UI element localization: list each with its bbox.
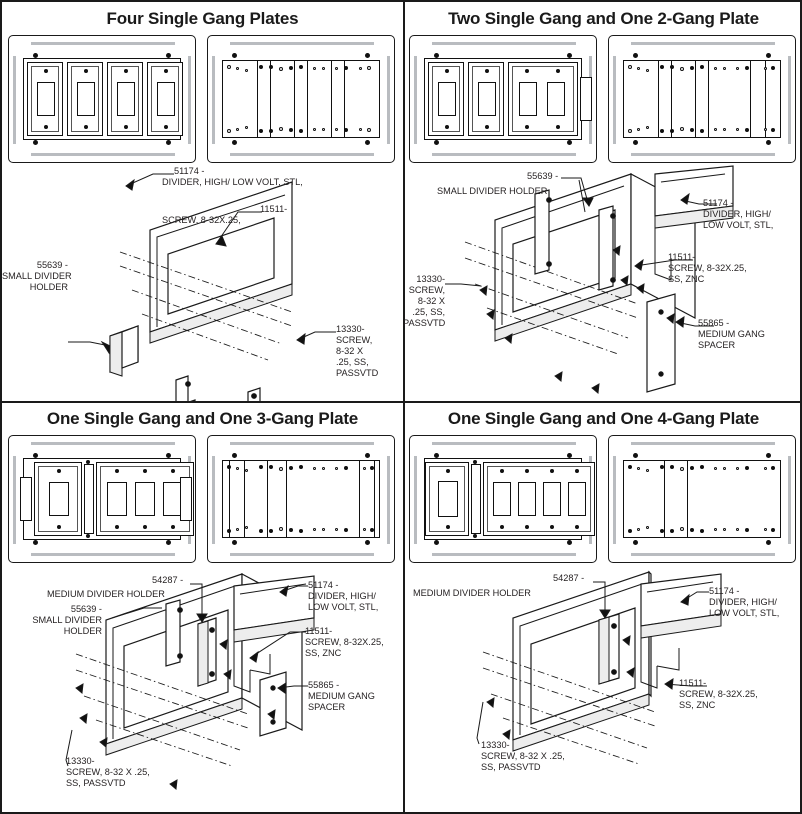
quadrant-four-single-gang xyxy=(2,2,403,401)
gang-block xyxy=(27,62,63,136)
divider-slot xyxy=(359,461,375,537)
callout-51174-l2: LOW VOLT, STL, xyxy=(703,220,774,230)
assembly-linework xyxy=(403,162,802,401)
callout-11511-number: 11511- xyxy=(260,204,288,214)
gang-block xyxy=(34,462,82,536)
rocker-opening xyxy=(438,481,458,517)
plate-views xyxy=(409,35,798,163)
callout-13330-l3: .25, SS, xyxy=(412,307,445,317)
medium-gang-spacer-55865 xyxy=(647,294,675,392)
callout-54287-number: 54287 - xyxy=(553,573,585,583)
callout-55639-desc: SMALL DIVIDER HOLDER xyxy=(437,186,548,196)
divider-slot xyxy=(294,61,308,137)
plate-right-bar xyxy=(188,56,191,144)
plate-top-bar xyxy=(31,42,175,45)
callout-55865-l1: MEDIUM GANG xyxy=(698,329,765,339)
callout-51174-desc: DIVIDER, HIGH/ LOW VOLT, STL, xyxy=(162,177,303,187)
rocker-opening xyxy=(37,82,55,116)
callout-51174-l1: DIVIDER, HIGH/ xyxy=(709,597,777,607)
callout-11511-number: 11511- xyxy=(679,678,707,688)
callout-11511-number: 11511- xyxy=(305,626,333,636)
rear-plate-view xyxy=(207,435,395,563)
rocker-opening xyxy=(107,482,127,516)
rocker-opening xyxy=(438,82,456,116)
gang-block xyxy=(468,62,504,136)
rocker-opening xyxy=(519,82,537,116)
gang-spacer-edge xyxy=(180,477,192,521)
callout-55865-number: 55865 - xyxy=(698,318,730,328)
corner-screw-dot xyxy=(33,140,38,145)
callout-51174-number: 51174 - xyxy=(703,198,734,208)
callout-54287-number: 54287 - xyxy=(152,575,184,585)
callout-11511-l2: SS, ZNC xyxy=(679,700,716,710)
divider-slot xyxy=(229,461,245,537)
divider-edge xyxy=(84,464,94,534)
rocker-opening xyxy=(543,482,561,516)
plate-bottom-bar xyxy=(230,153,374,156)
divider-slot xyxy=(257,61,271,137)
callout-11511-l2: SS, ZNC xyxy=(668,274,705,284)
quadrant-two-single-one-2gang xyxy=(403,2,802,401)
rocker-opening xyxy=(77,82,95,116)
callout-13330-l2: 8-32 X xyxy=(336,346,364,356)
divider-slot xyxy=(664,461,688,537)
callout-54287-desc: MEDIUM DIVIDER HOLDER xyxy=(47,589,165,599)
callout-13330-number: 13330- xyxy=(66,756,95,766)
plate-inner-frame xyxy=(424,458,582,540)
callout-55865-l2: SPACER xyxy=(698,340,736,350)
front-plate-view xyxy=(8,35,196,163)
gang-block xyxy=(107,62,143,136)
plate-bottom-bar xyxy=(31,153,175,156)
plate-views xyxy=(8,435,397,563)
callout-55865-l2: SPACER xyxy=(308,702,346,712)
corner-screw-dot xyxy=(166,140,171,145)
callout-51174-l1: DIVIDER, HIGH/ xyxy=(703,209,771,219)
callout-51174-number: 51174 - xyxy=(308,580,339,590)
quadrant-title: One Single Gang and One 4-Gang Plate xyxy=(447,409,760,428)
callout-13330-l4: PASSVTD xyxy=(403,318,446,328)
quadrant-title: Four Single Gang Plates xyxy=(106,9,299,28)
callout-13330-l3: .25, SS, xyxy=(336,357,369,367)
callout-13330-l4: PASSVTD xyxy=(336,368,379,378)
gang-spacer-edge xyxy=(20,477,32,521)
callout-13330-l2: 8-32 X xyxy=(417,296,445,306)
medium-gang-spacer-55865 xyxy=(260,672,286,736)
callout-55639-number: 55639 - xyxy=(36,260,68,270)
callout-13330-l1: SCREW, xyxy=(408,285,445,295)
rocker-opening xyxy=(157,82,175,116)
divider-holder-icon xyxy=(176,376,260,401)
front-plate-view xyxy=(8,435,196,563)
front-plate-view xyxy=(409,435,597,563)
plate-views xyxy=(8,35,397,163)
callout-55639-l2: HOLDER xyxy=(63,626,102,636)
rocker-opening xyxy=(568,482,586,516)
quadrant-one-single-one-3gang xyxy=(2,402,403,801)
divider-slot xyxy=(695,61,709,137)
rocker-opening xyxy=(518,482,536,516)
rear-plate-view xyxy=(608,35,796,163)
rocker-opening xyxy=(117,82,135,116)
callout-11511-l2: SS, ZNC xyxy=(305,648,342,658)
callout-11511-number: 11511- xyxy=(668,252,696,262)
exploded-assembly-view xyxy=(2,562,403,801)
front-plate-view xyxy=(409,35,597,163)
gang-block xyxy=(147,62,183,136)
plate-inner-frame xyxy=(23,58,181,140)
rear-plate-view xyxy=(207,35,395,163)
callout-51174-number: 51174 - xyxy=(709,586,740,596)
plate-rear-band xyxy=(623,60,781,138)
callout-55639-number: 55639 - xyxy=(70,604,102,614)
divider-edge xyxy=(471,464,481,534)
plate-rear-band xyxy=(222,460,380,538)
callout-13330-number: 13330- xyxy=(416,274,445,284)
plate-rear-band xyxy=(222,60,380,138)
callout-55639-number: 55639 - xyxy=(527,171,559,181)
callout-54287-desc: MEDIUM DIVIDER HOLDER xyxy=(413,588,531,598)
callout-55639-l1: SMALL DIVIDER xyxy=(2,271,72,281)
callout-13330-number: 13330- xyxy=(481,740,510,750)
divider-slot xyxy=(750,61,766,137)
callout-13330-w2: SS, PASSVTD xyxy=(481,762,541,772)
callout-55639-l2: HOLDER xyxy=(29,282,68,292)
exploded-assembly-view xyxy=(403,162,802,401)
callout-13330-w2: SS, PASSVTD xyxy=(66,778,126,788)
gang-block-4 xyxy=(483,462,595,536)
callout-13330-number: 13330- xyxy=(336,324,365,334)
callout-13330-w1: SCREW, 8-32 X .25, xyxy=(481,751,565,761)
callout-13330-w1: SCREW, 8-32 X .25, xyxy=(66,767,150,777)
gang-block xyxy=(67,62,103,136)
callout-51174-l1: DIVIDER, HIGH/ xyxy=(308,591,376,601)
callout-13330-l1: SCREW, xyxy=(336,335,373,345)
rocker-opening xyxy=(49,482,69,516)
exploded-assembly-view xyxy=(2,162,403,401)
callout-55865-l1: MEDIUM GANG xyxy=(308,691,375,701)
gang-spacer-edge xyxy=(580,77,592,121)
rear-plate-view xyxy=(608,435,796,563)
callout-11511-l1: SCREW, 8-32X.25, xyxy=(668,263,747,273)
plate-rear-band xyxy=(623,460,781,538)
callout-11511-l1: SCREW, 8-32X.25, xyxy=(305,637,384,647)
callout-11511-desc: SCREW, 8-32X.25, xyxy=(162,215,241,225)
divider-slot xyxy=(331,61,345,137)
divider-slot xyxy=(658,61,672,137)
quadrant-title: Two Single Gang and One 2-Gang Plate xyxy=(448,9,759,28)
plate-views xyxy=(409,435,798,563)
callout-55639-l1: SMALL DIVIDER xyxy=(32,615,102,625)
plate-left-bar xyxy=(13,56,16,144)
callout-51174-number: 51174 - xyxy=(174,166,205,176)
divider-slot xyxy=(267,461,287,537)
rocker-opening xyxy=(478,82,496,116)
plate-left-bar xyxy=(212,56,215,144)
callout-51174-l2: LOW VOLT, STL, xyxy=(709,608,780,618)
rocker-opening xyxy=(135,482,155,516)
rocker-opening xyxy=(493,482,511,516)
plate-inner-frame xyxy=(23,458,181,540)
quadrant-title: One Single Gang and One 3-Gang Plate xyxy=(46,409,359,428)
plate-top-bar xyxy=(230,42,374,45)
quadrant-one-single-one-4gang xyxy=(403,402,802,801)
plate-right-bar xyxy=(387,56,390,144)
gang-block-2 xyxy=(508,62,578,136)
callout-51174-l2: LOW VOLT, STL, xyxy=(308,602,379,612)
callout-11511-l1: SCREW, 8-32X.25, xyxy=(679,689,758,699)
callout-55865-number: 55865 - xyxy=(308,680,340,690)
exploded-assembly-view xyxy=(403,562,802,801)
rocker-opening xyxy=(547,82,565,116)
gang-block xyxy=(425,462,469,536)
gang-block xyxy=(428,62,464,136)
plate-inner-frame xyxy=(424,58,582,140)
